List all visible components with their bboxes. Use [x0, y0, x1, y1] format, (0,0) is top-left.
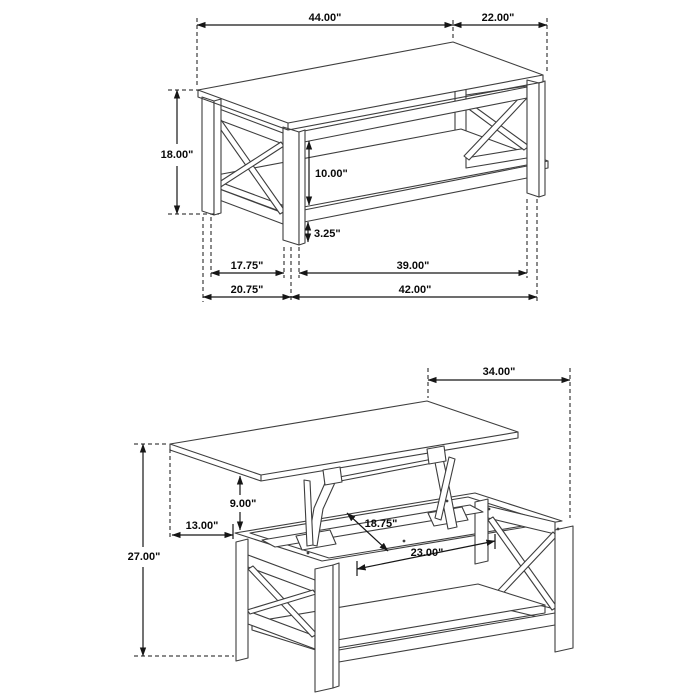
dim-label-top-length: 44.00" — [308, 12, 342, 24]
dim-label-front-leg-gap: 39.00" — [396, 260, 430, 272]
closed-tabletop — [198, 42, 543, 123]
dim-label-lift-height: 9.00" — [229, 498, 257, 510]
open-view — [128, 366, 573, 692]
dim-label-raised-height: 27.00" — [127, 551, 161, 563]
closed-table-drawing — [198, 42, 548, 245]
dim-label-shelf-clearance: 10.00" — [315, 168, 348, 180]
dim-label-side-leg-span: 20.75" — [230, 284, 264, 296]
dim-label-opening-length: 23.00" — [410, 547, 444, 559]
dim-label-top-extension: 34.00" — [482, 366, 516, 378]
dim-label-top-depth: 22.00" — [481, 12, 515, 24]
dim-label-platform-depth: 18.75" — [364, 518, 398, 530]
dim-label-foot-height: 3.25" — [314, 228, 341, 240]
open-tabletop — [170, 401, 518, 475]
dim-label-overall-height: 18.00" — [160, 149, 194, 161]
dim-label-top-offset: 13.00" — [185, 520, 219, 532]
closed-view — [161, 12, 548, 302]
open-left-x-panel — [247, 555, 317, 649]
dim-label-front-leg-span: 42.00" — [398, 284, 432, 296]
dim-label-side-leg-gap: 17.75" — [230, 260, 264, 272]
open-table-drawing — [170, 401, 573, 692]
